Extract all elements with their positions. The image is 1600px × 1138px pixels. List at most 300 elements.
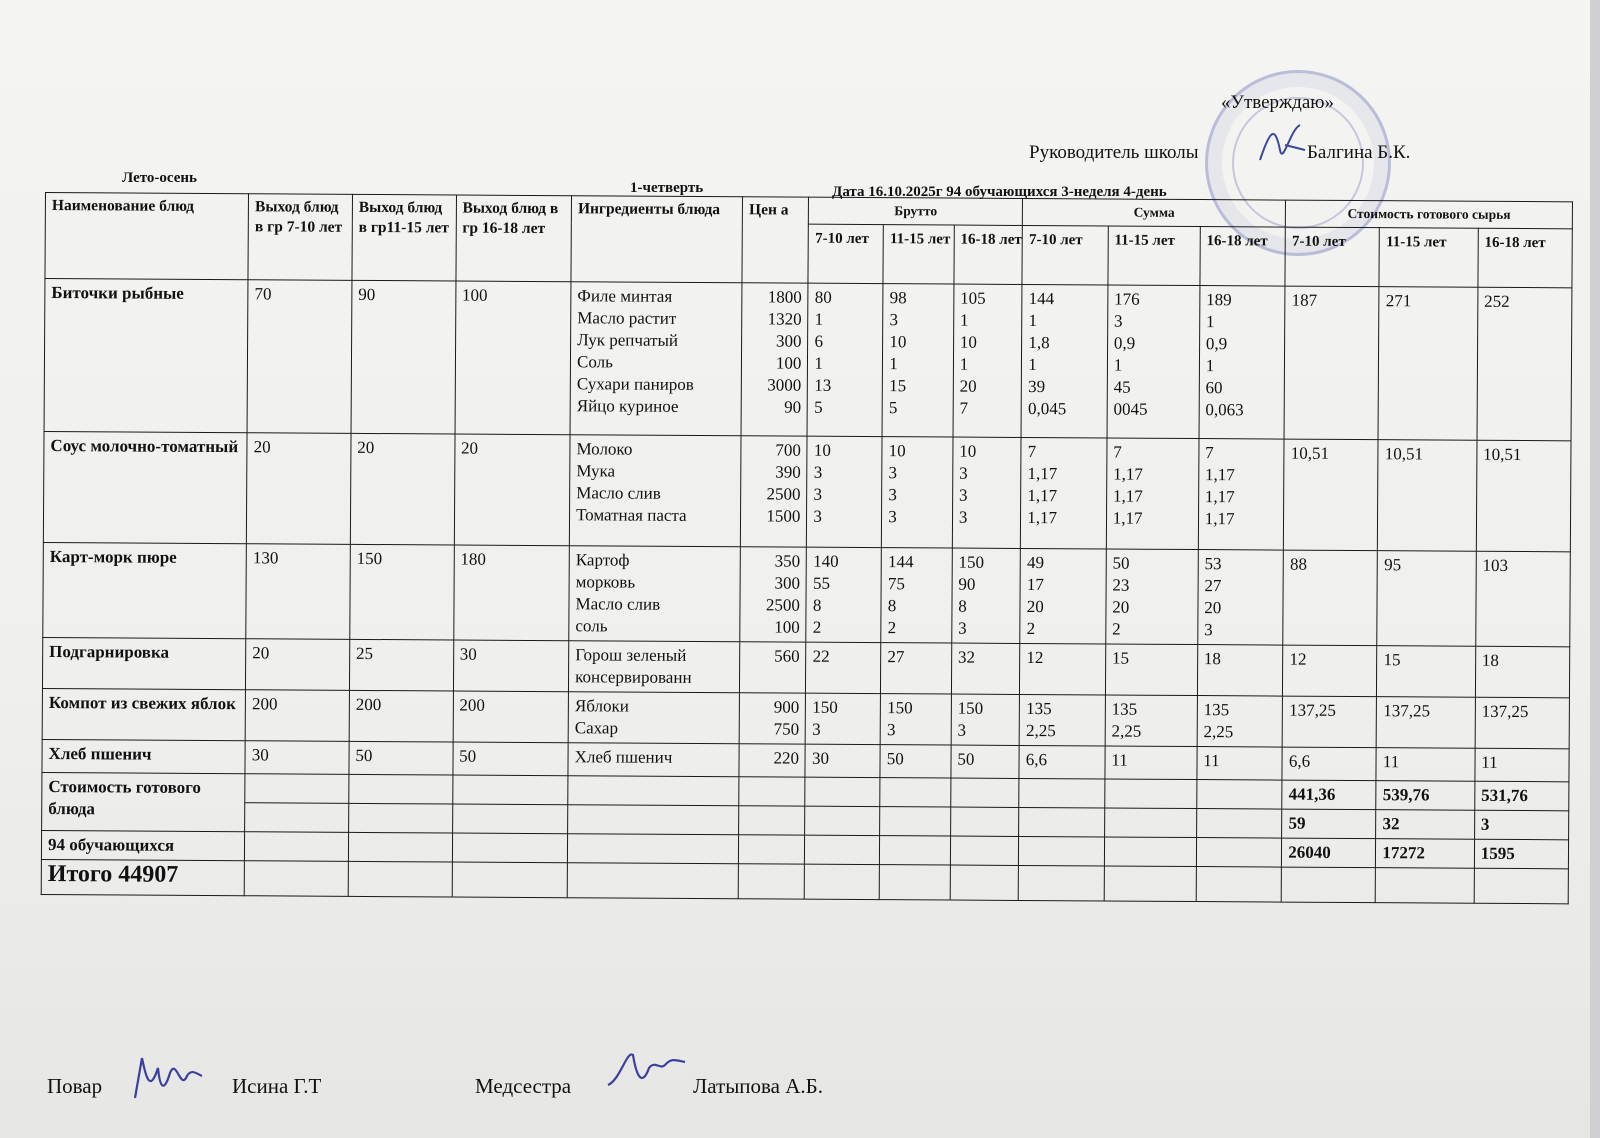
sum-cell [1198,550,1284,646]
ingredients-cell-line: Мука [576,461,616,481]
sum-cell-line: 0,045 [1027,399,1067,419]
director-name: Балгина Б.К. [1307,142,1411,163]
brutto-cell-line: 8 [958,596,967,616]
ingredients-cell-line: Филе минтая [577,286,673,306]
col-out-11-15: Выход блюд в гр11-15 лет [352,194,456,281]
sum-cell-line: 11 [1203,751,1220,771]
empty-cell [805,835,880,864]
col-out-16-18: Выход блюд в гр 16-18 лет [456,195,572,282]
brutto-cell-line: 3 [888,485,897,505]
brutto-cell-line: 7 [959,398,969,418]
dish-output: 50 [453,742,569,776]
sum-cell-line: 1 [1113,355,1123,375]
season-label: Лето-осень [122,170,197,186]
dish-output: 70 [247,280,352,434]
brutto-cell [807,283,883,436]
dish-row [43,431,1571,551]
brutto-cell-line: 3 [959,463,968,483]
price-cell [741,283,808,436]
dish-output: 90 [351,280,456,434]
dish-output: 25 [349,639,453,691]
empty-cell [805,864,880,899]
sum-cell-line: 1,17 [1112,486,1143,506]
student-count: 59 [1282,809,1376,839]
brutto-cell [807,436,883,547]
empty-cell [567,834,738,864]
student-count: 3 [1474,810,1568,840]
empty-cell [951,778,1020,807]
brutto-cell-line: 22 [812,646,830,666]
ingredients-cell-line: морковь [575,572,636,592]
brutto-cell-line: 144 [887,552,914,572]
sum-cell [1197,696,1283,748]
dish-name: Хлеб пшенич [42,739,245,773]
empty-cell [739,806,805,835]
empty-cell [245,832,349,862]
brutto-cell-line: 55 [812,573,831,593]
col-age-16-18: 16-18 лет [1478,228,1573,288]
students-total: 26040 [1282,838,1376,868]
dish-output: 20 [247,433,351,545]
brutto-cell-line: 2 [887,618,897,638]
brutto-cell [882,284,953,437]
nurse-name: Латыпова А.Б. [693,1074,823,1098]
brutto-cell-line: 32 [957,647,976,667]
brutto-cell-line: 3 [886,720,896,740]
dish-row [42,637,1569,697]
ingredients-cell-line: Масло растит [577,308,677,328]
empty-cell [567,863,738,899]
brutto-cell-line: 3 [812,719,821,739]
sum-cell [1197,747,1283,781]
brutto-cell [952,548,1021,643]
cost-cell: 137,25 [1282,696,1376,748]
dish-name: Карт-морк пюре [43,542,247,638]
sum-cell-line: 135 [1111,699,1138,719]
sum-cell-line: 1,17 [1112,508,1143,528]
brutto-cell-line: 2 [812,617,822,637]
sum-cell [1106,438,1199,550]
brutto-cell-line: 150 [887,698,913,718]
sum-cell-line: 39 [1028,377,1046,397]
dish-output: 180 [453,545,569,641]
cost-cell: 15 [1377,646,1476,698]
price-cell-line: 2500 [765,595,800,615]
brutto-cell-line: 98 [889,288,907,308]
col-age-16-18: 16-18 лет [1200,227,1286,287]
empty-cell [1104,808,1196,838]
sum-cell-line: 2,25 [1111,721,1142,741]
brutto-cell-line: 1 [959,354,969,374]
price-cell-line: 300 [775,331,802,351]
brutto-cell-line: 150 [958,552,985,572]
empty-cell [1196,809,1282,839]
brutto-cell [806,547,881,642]
brutto-cell-line: 3 [813,462,823,482]
dish-output: 150 [350,544,454,640]
sum-cell-line: 20 [1204,598,1222,618]
brutto-cell-line: 6 [814,331,824,351]
ingredients-cell [568,743,739,777]
dish-output: 20 [454,434,570,546]
ingredients-cell-line: соль [575,616,608,636]
sum-cell-line: 60 [1205,378,1223,398]
brutto-cell-line: 20 [959,376,977,396]
student-count: 32 [1376,810,1475,840]
sum-cell [1106,549,1199,645]
empty-cell [880,778,951,807]
sum-cell-line: 0,9 [1113,333,1136,353]
price-cell-line: 700 [775,440,801,460]
sum-cell-line: 0,9 [1205,334,1228,354]
sum-cell-line: 3 [1113,311,1123,331]
students-total: 1595 [1474,839,1568,869]
brutto-cell [806,693,881,744]
sum-cell [1019,694,1105,746]
dish-row [44,279,1572,441]
cost-cell: 271 [1378,287,1477,441]
quarter-label: 1-четверть [630,180,704,196]
brutto-cell [951,643,1020,694]
brutto-cell [882,437,953,548]
sum-cell-line: 0045 [1113,399,1148,419]
ingredients-cell-line: Картоф [575,550,630,570]
students-label: 94 обучающихся [41,830,244,860]
ingredients-cell [569,546,741,642]
date-info: Дата 16.10.2025г 94 обучающихся 3-неделя 4-день [832,184,1167,200]
brutto-cell [880,745,951,778]
cost-total: 441,36 [1282,780,1376,810]
brutto-cell-line: 1 [889,354,898,374]
empty-cell [452,833,568,863]
ingredients-cell-line: Яблоки [574,696,629,716]
cost-cell: 187 [1284,286,1379,440]
brutto-cell-line: 8 [812,595,822,615]
cost-total: 539,76 [1376,781,1475,811]
brutto-cell [805,744,880,777]
sum-cell-line: 1,17 [1205,465,1235,485]
sum-cell-line: 20 [1026,597,1044,617]
price-cell [739,744,805,777]
brutto-cell-line: 5 [888,398,898,418]
price-cell-line: 900 [773,697,800,717]
director-signature [1255,120,1315,170]
cost-total: 531,76 [1475,781,1569,811]
sum-cell-line: 1 [1205,356,1215,376]
col-sum: Сумма [1023,198,1286,227]
dish-name: Биточки рыбные [44,279,248,433]
sum-cell-line: 45 [1113,377,1131,397]
cook-title: Повар [47,1074,103,1098]
sum-cell-line: 176 [1114,289,1140,309]
ingredients-cell-line: Сухари паниров [576,374,694,394]
empty-cell [739,835,805,864]
ingredients-cell-line: Лук репчатый [577,330,679,350]
price-cell [740,436,807,547]
price-cell-line: 1800 [767,287,802,307]
sum-cell-line: 17 [1026,575,1044,595]
col-age-16-18: 16-18 лет [954,225,1023,284]
brutto-cell [806,642,881,693]
brutto-cell-line: 13 [814,375,832,395]
empty-cell [950,836,1019,865]
ingredients-cell-line: Молоко [576,439,633,459]
empty-cell [348,832,452,862]
dish-output: 50 [349,741,453,775]
menu-table [41,192,1573,904]
brutto-cell-line: 10 [959,332,977,352]
empty-cell [452,862,568,898]
empty-cell [805,806,880,835]
sum-cell-line: 2,25 [1025,721,1056,741]
cook-signature [130,1048,210,1103]
brutto-cell [881,548,952,643]
sum-cell [1105,644,1197,696]
col-price: Цен а [742,197,809,283]
col-age-7-10: 7-10 лет [1022,225,1108,285]
sum-cell-line: 135 [1203,700,1230,720]
ingredients-cell-line: Горош зеленый [575,645,687,665]
cost-cell: 252 [1477,287,1572,441]
empty-cell [950,865,1019,900]
ingredients-cell-line: Томатная паста [576,505,687,525]
price-cell-line: 1500 [766,506,801,526]
sum-cell-line: 53 [1204,554,1222,574]
sum-cell-line: 7 [1205,443,1214,463]
brutto-cell-line: 75 [887,574,905,594]
ingredients-cell-line: Соль [576,352,613,372]
price-cell-line: 300 [774,573,801,593]
cost-cell: 95 [1377,551,1476,647]
brutto-cell [951,694,1020,745]
empty-cell [568,805,739,835]
sum-cell [1105,746,1197,780]
brutto-cell-line: 80 [814,287,832,307]
sum-cell-line: 1 [1028,311,1038,331]
brutto-cell [880,694,951,745]
cost-label: Стоимость готового блюда [42,772,246,831]
sum-cell-line: 50 [1112,553,1130,573]
empty-cell [1105,779,1197,809]
sum-cell-line: 20 [1112,597,1130,617]
brutto-cell-line: 10 [889,332,907,352]
empty-cell [950,807,1019,836]
price-cell-line: 390 [775,462,801,482]
page-edge [1590,0,1600,1138]
brutto-cell-line: 50 [886,749,904,769]
sum-cell-line: 12 [1026,648,1044,668]
sum-cell-line: 11 [1111,750,1128,770]
col-age-7-10: 7-10 лет [1285,227,1379,287]
sum-cell-line: 1 [1028,355,1037,375]
empty-cell [568,776,739,806]
brutto-cell-line: 140 [813,551,839,571]
ingredients-cell [569,435,741,547]
sum-cell-line: 1,17 [1027,464,1058,484]
price-cell-line: 1320 [767,309,802,329]
empty-cell [348,803,452,833]
sum-cell-line: 2,25 [1203,722,1234,742]
empty-cell [879,865,950,900]
col-age-11-15: 11-15 лет [1379,228,1478,288]
nurse-signature [605,1040,690,1095]
brutto-cell [952,437,1021,548]
empty-cell [880,807,951,836]
brutto-cell-line: 30 [811,748,830,768]
sum-cell-line: 1,17 [1204,509,1235,529]
sum-cell-line: 1,17 [1027,508,1058,528]
brutto-cell-line: 3 [813,506,823,526]
empty-cell [1197,780,1283,810]
price-cell-line: 220 [773,748,800,768]
sum-cell-line: 1,17 [1027,486,1058,506]
empty-cell [244,861,348,897]
sum-cell [1021,284,1107,438]
brutto-cell-line: 10 [888,441,906,461]
empty-cell [1196,867,1282,903]
ingredients-cell-line: Хлеб пшенич [574,747,673,767]
dish-output: 200 [349,690,453,742]
empty-cell [739,777,805,806]
col-brutto: Брутто [809,197,1023,225]
brutto-cell-line: 3 [958,507,968,527]
empty-cell [1018,865,1104,901]
brutto-cell-line: 90 [958,574,976,594]
cost-cell: 6,6 [1282,747,1376,781]
price-cell-line: 100 [774,617,800,637]
empty-cell [1104,866,1196,902]
ingredients-cell-line: Яйцо куриное [576,396,679,416]
sum-cell-line: 1 [1205,312,1215,332]
brutto-cell-line: 8 [887,596,897,616]
sum-cell [1021,437,1107,549]
ingredients-cell [569,641,740,693]
sum-cell-line: 1,17 [1113,464,1143,484]
col-age-11-15: 11-15 лет [883,225,954,284]
brutto-cell-line: 10 [813,440,831,460]
dish-output: 200 [453,691,569,743]
dish-name: Соус молочно-томатный [43,431,247,543]
price-cell-line: 750 [773,719,800,739]
sum-cell-line: 1,8 [1028,333,1050,353]
empty-cell [1474,868,1568,904]
cost-cell: 11 [1475,748,1569,782]
sum-cell-line: 135 [1026,699,1052,719]
ingredients-cell-line: Сахар [574,718,619,738]
brutto-cell-line: 3 [958,485,968,505]
director-title: Руководитель школы [1029,142,1199,163]
cost-cell: 10,51 [1284,439,1379,551]
brutto-cell-line: 105 [960,288,986,308]
brutto-cell [951,745,1020,778]
brutto-cell-line: 1 [814,353,823,373]
sum-cell-line: 15 [1111,648,1130,668]
col-age-11-15: 11-15 лет [1108,226,1200,286]
sum-cell [1020,548,1106,644]
price-cell-line: 2500 [766,484,801,504]
brutto-cell-line: 3 [889,310,899,330]
brutto-cell [953,284,1022,437]
grand-total: Итого 44907 [41,859,244,895]
empty-cell [348,861,452,897]
sum-cell-line: 3 [1204,620,1213,640]
dish-row [42,688,1569,748]
sum-cell-line: 27 [1204,576,1222,596]
cost-cell: 88 [1283,550,1378,646]
empty-cell [1019,836,1105,866]
empty-cell [245,774,349,804]
cost-cell: 103 [1476,551,1571,647]
price-cell-line: 100 [775,353,802,373]
empty-cell [880,836,951,865]
price-cell-line: 90 [784,397,802,417]
sum-cell-line: 49 [1026,553,1045,573]
col-dish: Наименование блюд [45,193,249,280]
dish-output: 100 [455,281,571,435]
brutto-cell-line: 10 [959,441,977,461]
cost-cell: 10,51 [1476,440,1571,552]
price-cell [740,642,807,693]
dish-name: Компот из свежих яблок [42,688,245,740]
sum-cell [1105,695,1197,747]
sum-cell [1198,439,1284,551]
dish-output: 30 [453,640,569,692]
brutto-cell-line: 1 [814,309,824,329]
price-cell [740,547,807,642]
sum-cell-line: 2 [1026,619,1036,639]
dish-output: 30 [245,741,349,775]
sum-cell-line: 7 [1113,442,1122,462]
sum-cell [1199,286,1285,440]
sum-cell-line: 189 [1206,290,1232,310]
price-cell [739,693,806,744]
ingredients-cell [568,692,739,744]
col-out-7-10: Выход блюд в гр 7-10 лет [248,194,352,281]
empty-cell [738,864,804,899]
dish-name: Подгарнировка [42,637,245,689]
brutto-cell-line: 5 [814,397,823,417]
ingredients-cell-line: консервированн [575,667,692,687]
brutto-cell-line: 3 [958,618,967,638]
dish-output: 200 [245,690,349,742]
col-ingredients: Ингредиенты блюда [571,196,743,283]
cost-cell: 18 [1475,646,1570,698]
sum-cell [1107,285,1200,439]
cost-cell: 11 [1376,748,1475,782]
cost-cell: 137,25 [1475,697,1570,749]
brutto-cell-line: 150 [957,698,984,718]
brutto-cell [881,643,952,694]
ingredients-cell [570,282,742,436]
sum-cell [1019,745,1105,779]
dish-output: 130 [246,544,350,640]
col-cost: Стоимость готового сырья [1286,200,1573,229]
price-cell-line: 3000 [767,375,802,395]
sum-cell-line: 23 [1112,575,1130,595]
empty-cell [1281,867,1375,903]
dish-output: 20 [350,433,454,545]
cost-cell: 10,51 [1378,440,1477,552]
sum-cell-line: 0,063 [1205,400,1244,420]
dish-row [43,542,1571,646]
cook-name: Исина Г.Т [232,1074,322,1098]
price-cell-line: 560 [774,646,800,666]
empty-cell [1019,778,1105,808]
empty-cell [805,777,880,806]
col-age-7-10: 7-10 лет [808,224,883,283]
sum-cell-line: 6,6 [1025,750,1048,770]
brutto-cell-line: 3 [813,484,823,504]
